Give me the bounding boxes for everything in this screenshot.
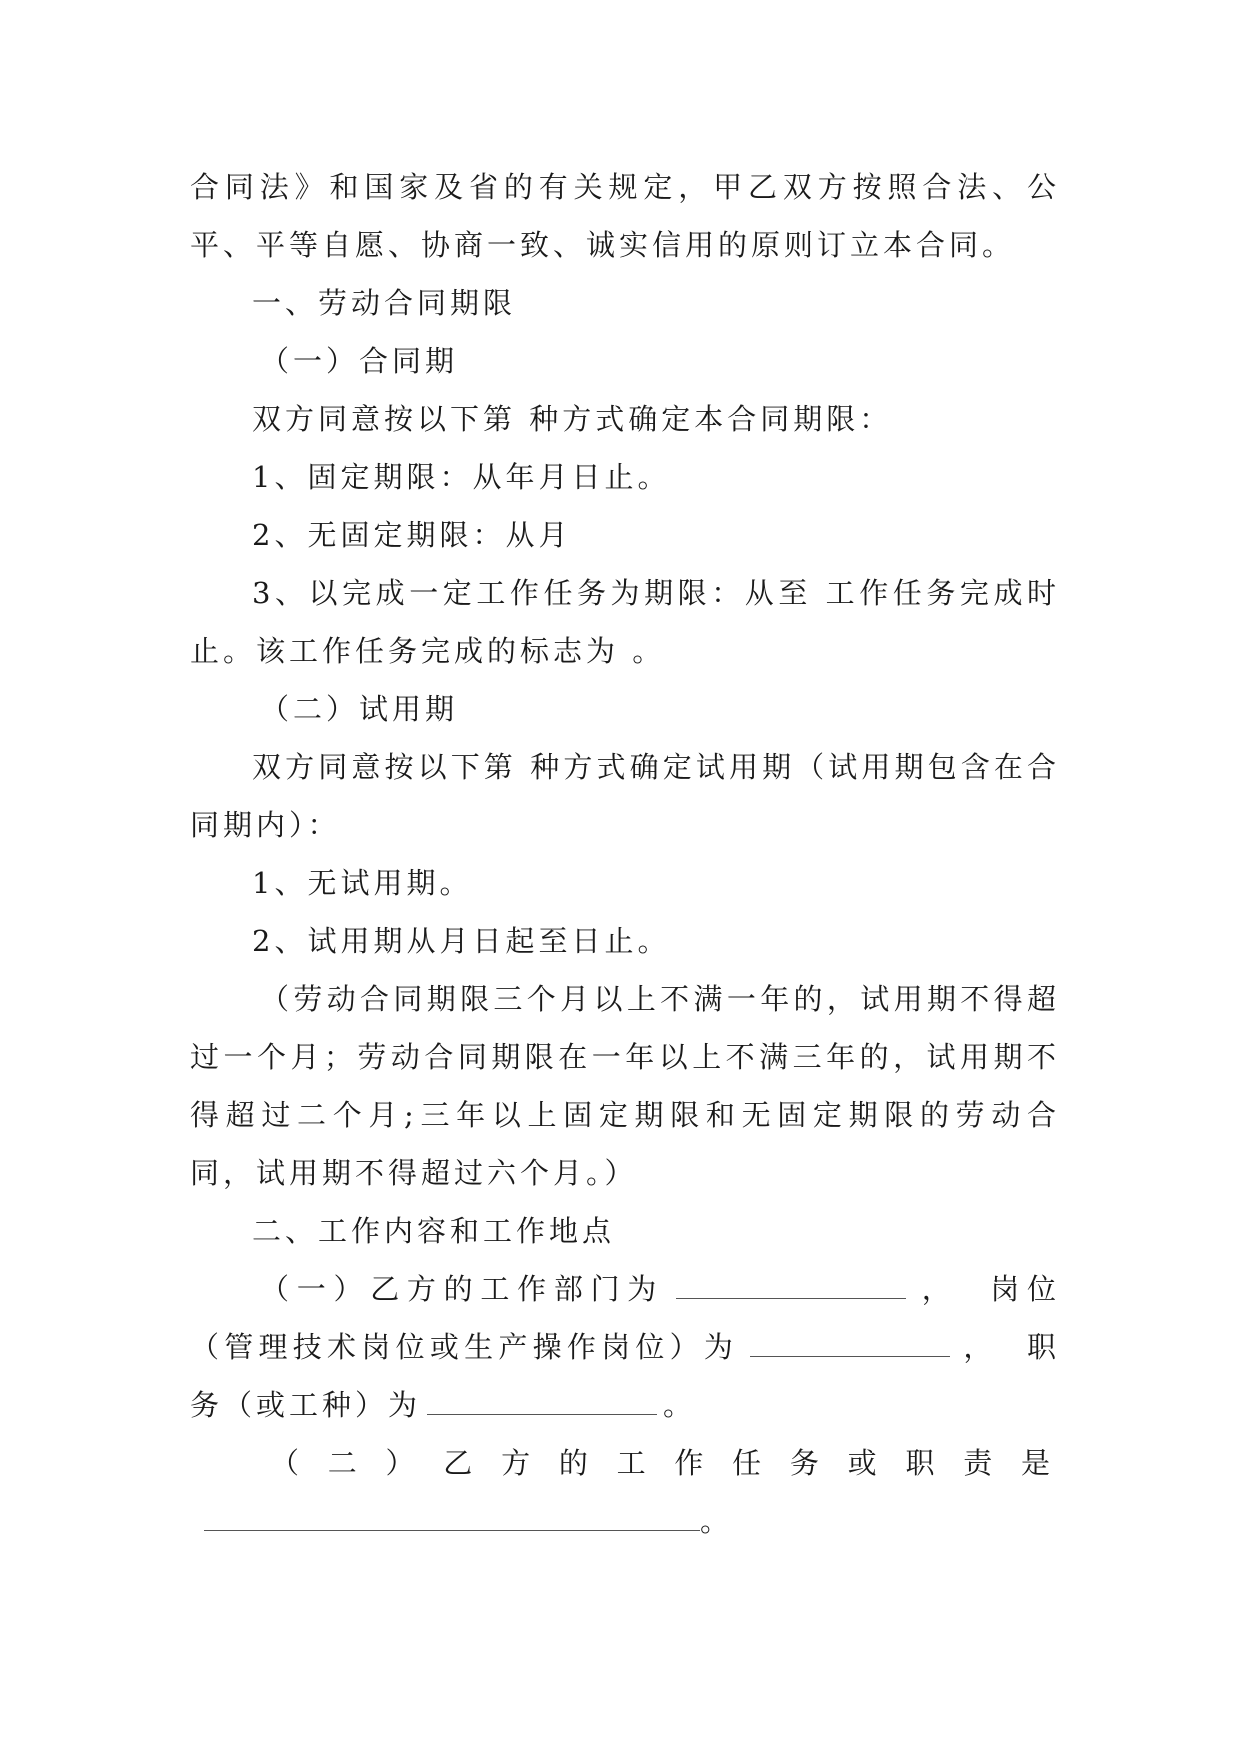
list-item-task-term: 3、以完成一定工作任务为期限：从至 工作任务完成时止。该工作任务完成的标志为 。 xyxy=(190,576,1060,668)
department-blank-field xyxy=(676,1276,906,1299)
subheading-contract-period: （一）合同期 xyxy=(260,344,459,378)
separator-comma: ， xyxy=(962,1330,998,1364)
duties-blank-field-2 xyxy=(454,1508,700,1531)
position-blank-field xyxy=(750,1334,950,1357)
list-item-open-term: 2、无固定期限：从月 xyxy=(252,518,572,552)
paragraph-probation-note: （劳动合同期限三个月以上不满一年的，试用期不得超过一个月；劳动合同期限在一年以上不满三年的，试用期不得超过二个月;三年以上固定期限和无固定期限的劳动合同，试用期不得超过六个月。） xyxy=(190,982,1060,1190)
paragraph-legal-basis: 合同法》和国家及省的有关规定，甲乙双方按照合法、公平、平等自愿、协商一致、诚实信用的原则订立本合同。 xyxy=(190,170,1060,262)
title-blank-field xyxy=(427,1392,657,1415)
subheading-probation: （二）试用期 xyxy=(260,692,459,726)
paragraph-job-assignment xyxy=(190,1260,1060,1434)
heading-job-content: 二、工作内容和工作地点 xyxy=(252,1214,616,1248)
paragraph-probation-method: 双方同意按以下第 种方式确定试用期（试用期包含在合同期内）： xyxy=(190,750,1060,842)
paragraph-term-method: 双方同意按以下第 种方式确定本合同期限： xyxy=(252,402,893,436)
job-position-label: 岗位（管理技术岗位或生产操作岗位）为 xyxy=(190,1272,1060,1364)
job-duties-label: （二）乙方的工作任务或职责是 xyxy=(270,1446,1060,1480)
list-item-probation-period: 2、试用期从月日起至日止。 xyxy=(252,924,671,958)
separator-comma: ， xyxy=(918,1272,959,1306)
period-mark: 。 xyxy=(700,1504,734,1538)
paragraph-job-duties xyxy=(190,1434,1060,1550)
job-department-label: （一）乙方的工作部门为 xyxy=(260,1272,665,1306)
period-mark: 。 xyxy=(663,1388,697,1422)
list-item-fixed-term: 1、固定期限：从年月日止。 xyxy=(252,460,671,494)
job-title-label: 职务（或工种）为 xyxy=(190,1330,1060,1422)
heading-contract-term: 一、劳动合同期限 xyxy=(252,286,517,320)
duties-blank-field-1 xyxy=(204,1508,454,1531)
list-item-no-probation: 1、无试用期。 xyxy=(252,866,473,900)
document-body xyxy=(190,158,1060,1550)
